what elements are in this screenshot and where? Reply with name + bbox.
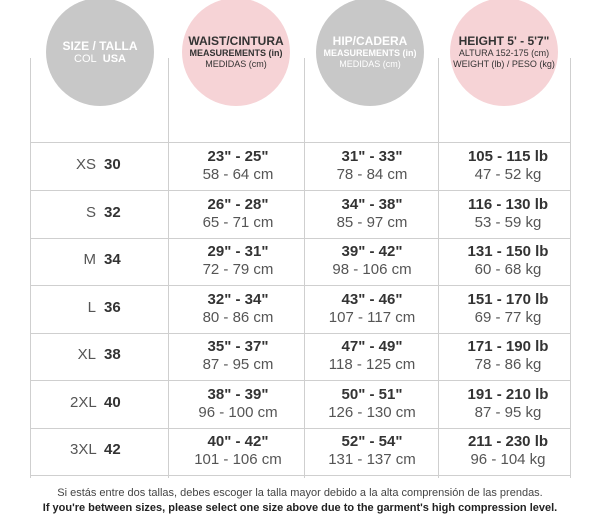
waist-primary: 32" - 34"	[207, 290, 269, 308]
weight-cell	[448, 338, 568, 374]
hip-secondary: 78 - 84 cm	[336, 166, 408, 183]
waist-primary: 23" - 25"	[207, 148, 269, 165]
hip-header-title: HIP/CADERA	[332, 34, 408, 48]
weight-secondary: 87 - 95 kg	[474, 403, 542, 421]
hip-cell	[312, 291, 432, 327]
weight-primary: 211 - 230 lb	[467, 433, 549, 450]
hip-secondary: 118 - 125 cm	[328, 356, 416, 373]
waist-header-title: WAIST/CINTURA	[188, 34, 284, 48]
size-col: S	[85, 203, 96, 221]
weight-cell	[448, 433, 568, 469]
hip-secondary: 126 - 130 cm	[328, 403, 416, 421]
hip-header-sub1: MEASUREMENTS (in)	[323, 48, 417, 58]
hip-cell	[312, 148, 432, 184]
hip-primary: 34" - 38"	[341, 195, 403, 213]
usa-label: USA	[102, 52, 126, 65]
waist-primary: 29" - 31"	[207, 243, 269, 260]
waist-cell	[178, 338, 298, 374]
weight-secondary: 47 - 52 kg	[474, 166, 542, 183]
waist-secondary: 72 - 79 cm	[202, 261, 274, 278]
waist-cell	[178, 243, 298, 279]
waist-cell	[178, 148, 298, 184]
height-header-sub2: WEIGHT (lb) / PESO (kg)	[453, 59, 555, 69]
size-usa: 42	[104, 441, 121, 458]
table-row	[30, 381, 570, 429]
table-row	[30, 428, 570, 476]
table-border-right	[570, 58, 571, 478]
hip-primary: 52" - 54"	[341, 433, 403, 450]
table-row	[30, 333, 570, 381]
waist-primary: 26" - 28"	[207, 195, 269, 213]
hip-primary: 31" - 33"	[341, 148, 403, 165]
weight-primary: 171 - 190 lb	[467, 338, 549, 355]
weight-primary: 191 - 210 lb	[467, 385, 549, 403]
weight-secondary: 78 - 86 kg	[474, 356, 542, 373]
size-usa: 40	[104, 393, 121, 411]
hip-primary: 50" - 51"	[341, 385, 403, 403]
hip-cell	[312, 433, 432, 469]
hip-cell	[312, 243, 432, 279]
table-row	[30, 191, 570, 239]
waist-secondary: 101 - 106 cm	[194, 451, 282, 468]
size-col: L	[87, 298, 96, 316]
weight-cell	[448, 243, 568, 279]
footer-note-en: If you're between sizes, please select one size above due to the garment's high compression level.	[42, 502, 558, 514]
weight-primary: 131 - 150 lb	[467, 243, 549, 260]
size-col: 2XL	[70, 393, 97, 411]
size-usa: 32	[104, 203, 121, 221]
size-col: XS	[75, 156, 96, 173]
waist-secondary: 96 - 100 cm	[198, 403, 278, 421]
hip-cell	[312, 338, 432, 374]
waist-secondary: 58 - 64 cm	[202, 166, 274, 183]
height-header-title: HEIGHT 5' - 5'7"	[458, 34, 550, 48]
waist-primary: 40" - 42"	[207, 433, 269, 450]
weight-cell	[448, 148, 568, 184]
weight-primary: 105 - 115 lb	[467, 148, 549, 165]
hip-secondary: 107 - 117 cm	[328, 308, 416, 326]
table-row	[30, 143, 570, 191]
table-row	[30, 286, 570, 334]
waist-header-circle	[182, 0, 290, 106]
height-header-sub1: ALTURA 152-175 (cm)	[458, 48, 550, 58]
weight-primary: 116 - 130 lb	[467, 195, 549, 213]
hip-header-sub2: MEDIDAS (cm)	[339, 59, 401, 69]
waist-header-sub2: MEDIDAS (cm)	[205, 59, 267, 69]
hip-primary: 43" - 46"	[341, 290, 403, 308]
size-usa: 38	[104, 346, 121, 363]
weight-secondary: 69 - 77 kg	[474, 308, 542, 326]
hip-primary: 39" - 42"	[341, 243, 403, 260]
col-label: COL	[74, 52, 97, 65]
waist-secondary: 80 - 86 cm	[202, 308, 274, 326]
size-col: 3XL	[70, 441, 97, 458]
waist-cell	[178, 291, 298, 327]
size-header-circle	[46, 0, 154, 106]
waist-secondary: 65 - 71 cm	[202, 213, 274, 231]
size-usa: 30	[104, 156, 121, 173]
hip-secondary: 98 - 106 cm	[332, 261, 412, 278]
weight-cell	[448, 196, 568, 232]
size-usa: 36	[104, 298, 121, 316]
waist-cell	[178, 433, 298, 469]
weight-cell	[448, 291, 568, 327]
hip-header-circle	[316, 0, 424, 106]
footer-note-es: Si estás entre dos tallas, debes escoger la talla mayor debido a la alta comprensión de las prendas.	[57, 487, 543, 499]
size-col: XL	[77, 346, 96, 363]
waist-primary: 35" - 37"	[207, 338, 269, 355]
weight-secondary: 60 - 68 kg	[474, 261, 542, 278]
waist-cell	[178, 386, 298, 422]
waist-header-sub1: MEASUREMENTS (in)	[189, 48, 283, 58]
weight-primary: 151 - 170 lb	[467, 290, 549, 308]
hip-cell	[312, 386, 432, 422]
waist-secondary: 87 - 95 cm	[202, 356, 274, 373]
hip-secondary: 85 - 97 cm	[336, 213, 408, 231]
weight-cell	[448, 386, 568, 422]
height-header-circle	[450, 0, 558, 106]
size-col: M	[83, 251, 96, 268]
waist-cell	[178, 196, 298, 232]
weight-secondary: 96 - 104 kg	[470, 451, 546, 468]
size-header-sub	[74, 53, 126, 66]
weight-secondary: 53 - 59 kg	[474, 213, 542, 231]
table-row	[30, 238, 570, 286]
size-header-title: SIZE / TALLA	[62, 38, 138, 53]
hip-secondary: 131 - 137 cm	[328, 451, 416, 468]
hip-primary: 47" - 49"	[341, 338, 403, 355]
header-divider	[30, 95, 570, 143]
size-usa: 34	[104, 251, 121, 268]
waist-primary: 38" - 39"	[207, 385, 269, 403]
hip-cell	[312, 196, 432, 232]
